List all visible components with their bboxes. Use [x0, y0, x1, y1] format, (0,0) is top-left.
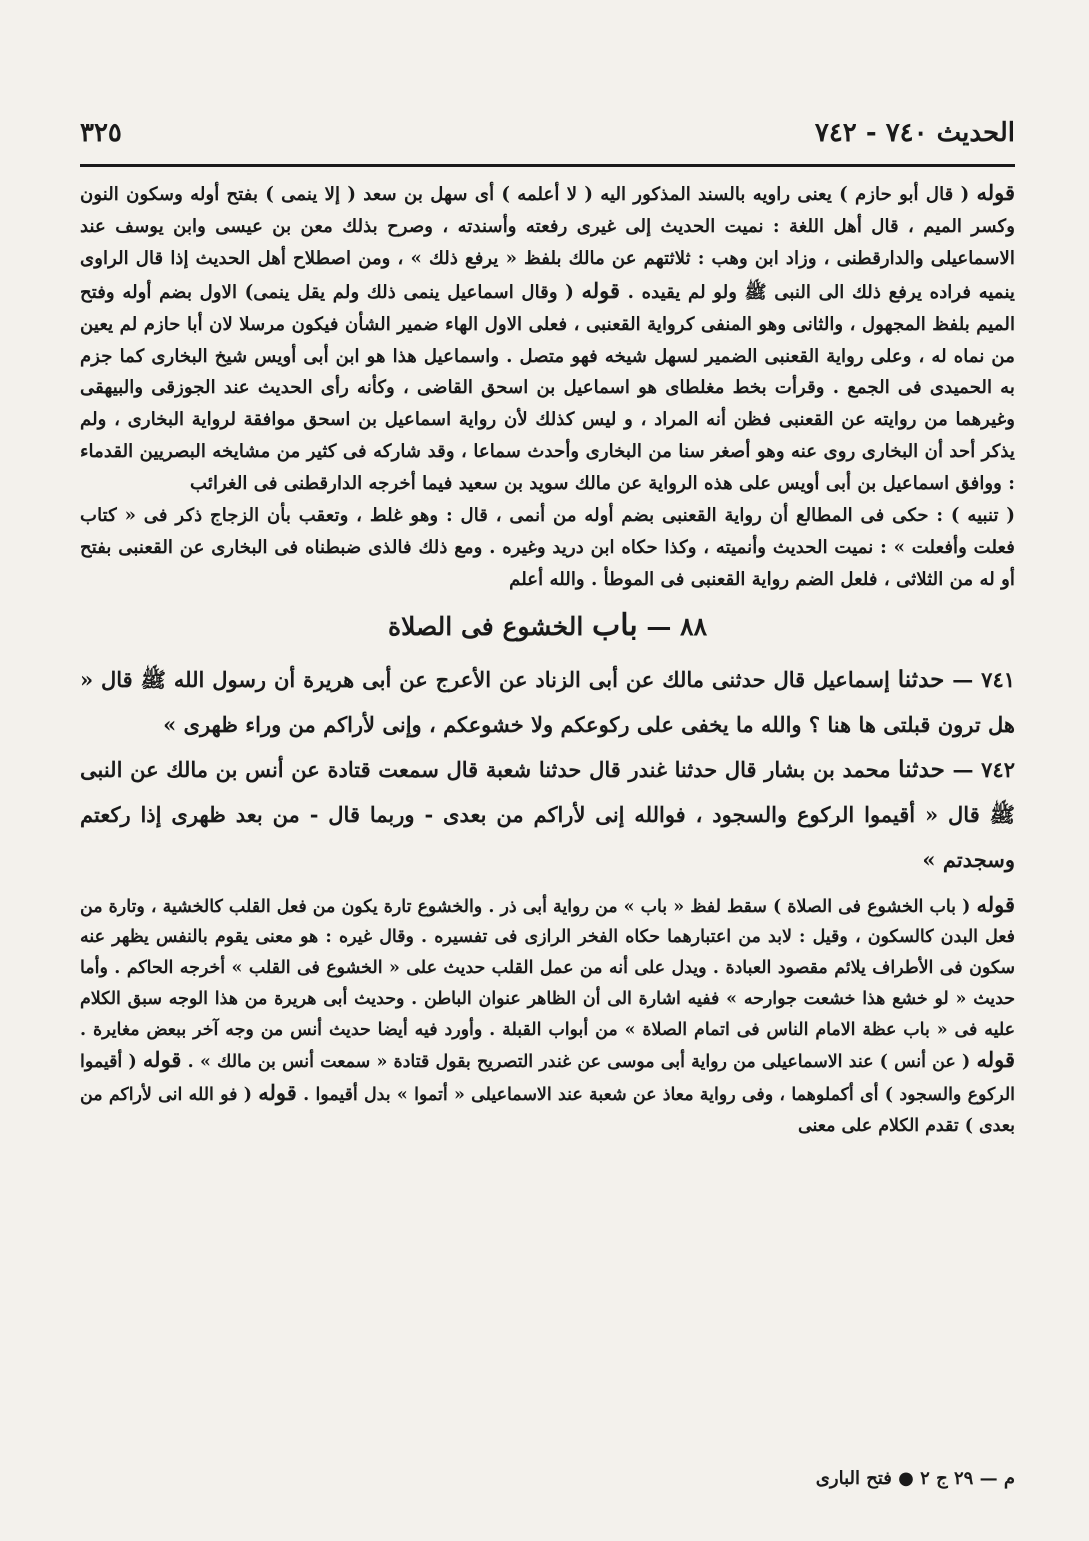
tanbih-paragraph: ( تنبيه ) : حكى فى المطالع أن رواية القعنبى بضم أوله من أنمى ، قال : وهو غلط ، وتعقب بأن الزجاج ذكر فى « كتاب فعلت وأفعلت » : نميت الحديث وأنميته ، وكذا حكاه ابن دريد وغيره . ومع ذلك فالذى ضبطناه فى البخارى عن القعنبى بفتح أو له من الثلاثى ، فلعل الضم رواية القعنبى فى الموطأ . والله أعلم: [80, 505, 1015, 590]
hadith-742: [80, 747, 1015, 882]
commentary-text-2: ( عن أنس ) عند الاسماعيلى من رواية أبى موسى عن غندر التصريح بقول قتادة « سمعت أنس بن مالك » .: [181, 1052, 977, 1073]
running-title: الحديث ٧٤٠ - ٧٤٢: [814, 118, 1015, 148]
hadith-741: [80, 657, 1015, 747]
chapter-title: الخشوع فى الصلاة: [387, 611, 592, 641]
qawluhu-keyword: قوله: [976, 180, 1015, 205]
header-rule: [80, 164, 1015, 167]
haddathana-keyword: حدثنا: [897, 665, 945, 693]
page-footer-signature: م — ٢٩ ج ٢ ● فتح البارى: [815, 1468, 1015, 1489]
hadith-number: ٧٤١ —: [944, 666, 1016, 692]
chapter-dash: —: [637, 611, 681, 641]
commentary-text-1: ( باب الخشوع فى الصلاة ) سقط لفظ « باب » من رواية أبى ذر . والخشوع تارة يكون من فعل القلب كالخشية ، وتارة من فعل البدن كالسكون ، وقيل : لابد من اعتبارهما حكاه الفخر الرازى فى تفسيره . وقال غيره : هو معنى يقوم بالنفس يظهر عنه سكون فى الأطراف يلائم مقصود العبادة . ويدل على أنه من عمل القلب حديث على « الخشوع فى القلب » أخرجه الحاكم . وأما حديث « لو خشع هذا خشعت جوارحه » ففيه اشارة الى أن الظاهر عنوان الباطن . وحديث أبى هريرة من هذا الوجه سبق الكلام عليه فى « باب عظة الامام الناس فى اتمام الصلاة » من أبواب القبلة . وأورد فيه أيضا حديث أنس من وجه آخر ببعض مغايرة .: [80, 896, 1015, 1040]
qawluhu-keyword: قوله: [581, 277, 621, 303]
hadith-text: إسماعيل قال حدثنى مالك عن أبى الزناد عن الأعرج عن أبى هريرة أن رسول الله ﷺ قال « هل ترون قبلتى ها هنا ؟ والله ما يخفى على ركوعكم ولا خشوعكم ، وإنى لأراكم من وراء ظهرى »: [80, 666, 1015, 737]
page-number: ٣٢٥: [80, 118, 122, 148]
commentary-text-3: ( أقيموا الركوع والسجود ) أى أكملوهما ، وفى رواية معاذ عن شعبة عند الاسماعيلى « أتموا » بدل أقيموا .: [80, 1052, 1015, 1105]
intro-text-2: ( وقال اسماعيل ينمى ذلك ولم يقل ينمى) الاول بضم أوله وفتح الميم بلفظ المجهول ، والثانى وهو المنفى كرواية القعنبى ، فعلى الاول الهاء ضمير الشأن فيكون مرسلا لان أبا حازم لم يعين من نماه له ، وعلى رواية القعنبى الضمير لسهل شيخه فهو متصل . واسماعيل هذا هو ابن أبى أويس شيخ البخارى كما جزم به الحميدى فى الجمع . وقرأت بخط مغلطاى هو اسماعيل بن اسحق القاضى ، وكأنه رأى الحديث عند الجوزقى والبيهقى وغيرهما من روايته عن القعنبى فظن أنه المراد ، و ليس كذلك لأن رواية اسماعيل بن اسحق موافقة لرواية البخارى ، ولم يذكر أحد أن البخارى روى عنه وهو أصغر سنا من البخارى وأحدث سماعا ، وقد شاركه فى كثير من مشايخه البصريين القدماء : ووافق اسماعيل بن أبى أويس على هذه الرواية عن مالك سويد بن سعيد فيما أخرجه الدارقطنى فى الغرائب: [80, 281, 1015, 495]
qawluhu-keyword: قوله: [142, 1047, 182, 1073]
hadith-number: ٧٤٢ —: [944, 756, 1015, 782]
chapter-heading: [80, 604, 1015, 649]
qawluhu-keyword: قوله: [976, 1047, 1015, 1073]
haddathana-keyword: حدثنا: [898, 755, 945, 783]
commentary-paragraph: [80, 890, 1015, 1142]
page-header: [80, 108, 1015, 158]
commentary-text-4: ( فو الله انى لأراكم من بعدى ) تقدم الكلام على معنى: [80, 1085, 1015, 1136]
page: [80, 108, 1015, 1508]
intro-paragraph: [80, 177, 1015, 500]
chapter-number: ٨٨: [680, 611, 707, 641]
qawluhu-keyword: قوله: [258, 1080, 297, 1105]
chapter-bab: باب: [591, 607, 638, 643]
qawluhu-keyword: قوله: [976, 891, 1015, 917]
intro-text-1: ( قال أبو حازم ) يعنى راويه بالسند المذكور اليه ( لا أعلمه ) أى سهل بن سعد ( إلا ينمى ) بفتح أوله وسكون النون وكسر الميم ، قال أهل اللغة : نميت الحديث إلى غيرى رفعته وأسندته ، وصرح بذلك معن بن عيسى وابن يوسف عند الاسماعيلى والدارقطنى ، وزاد ابن وهب : ثلاثتهم عن مالك بلفظ « يرفع ذلك » ، ومن اصطلاح أهل الحديث إذا قال الراوى ينميه فراده يرفع ذلك الى النبى ﷺ ولو لم يقيده .: [80, 184, 1015, 303]
hadith-text: محمد بن بشار قال حدثنا غندر قال حدثنا شعبة قال سمعت قتادة عن أنس بن مالك عن النبى ﷺ قال « أقيموا الركوع والسجود ، فوالله إنى لأراكم من بعدى - وربما قال - من بعد ظهرى إذا ركعتم وسجدتم »: [80, 756, 1015, 872]
